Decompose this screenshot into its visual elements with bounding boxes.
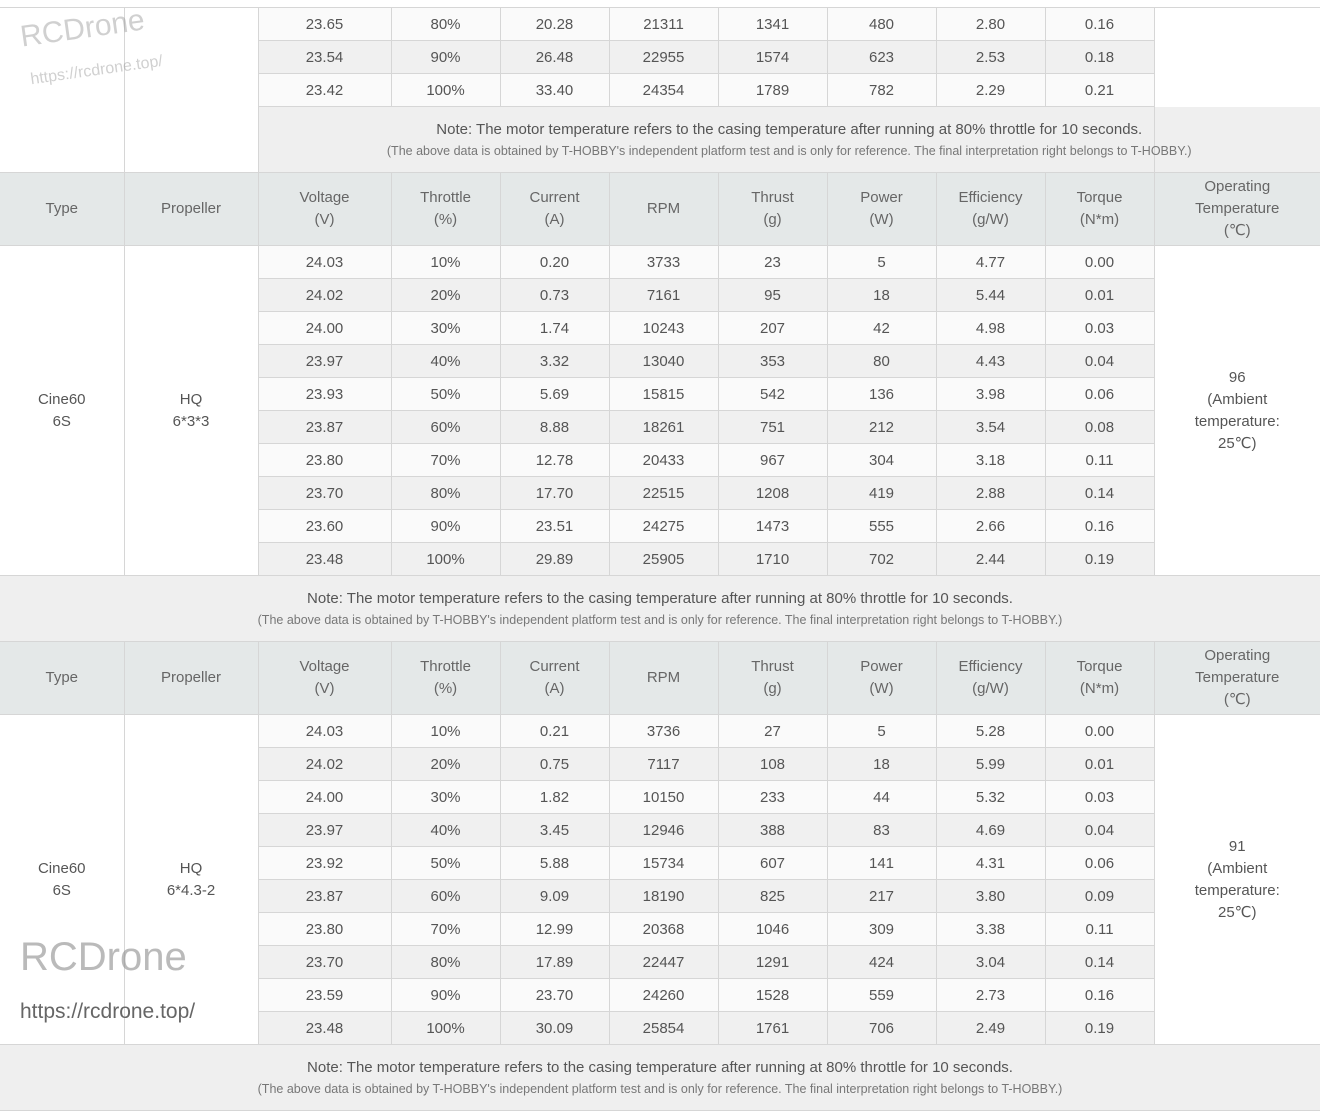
column-header: Current (A) xyxy=(500,642,609,715)
cell-efficiency: 2.49 xyxy=(936,1012,1045,1045)
cell-blank xyxy=(124,8,258,173)
cell-power: 702 xyxy=(827,543,936,576)
cell-voltage: 23.87 xyxy=(258,411,391,444)
cell-throttle: 30% xyxy=(391,781,500,814)
cell-voltage: 23.93 xyxy=(258,378,391,411)
note-disclaimer: (The above data is obtained by T-HOBBY's independent platform test and is only for reference. The final interpretation right belongs to T-HOBBY.) xyxy=(0,1079,1320,1099)
cell-power: 136 xyxy=(827,378,936,411)
cell-current: 23.51 xyxy=(500,510,609,543)
cell-rpm: 25905 xyxy=(609,543,718,576)
cell-rpm: 24275 xyxy=(609,510,718,543)
column-header: Power (W) xyxy=(827,642,936,715)
cell-voltage: 23.80 xyxy=(258,444,391,477)
table-header-row xyxy=(0,173,1320,246)
cell-torque: 0.21 xyxy=(1045,74,1154,107)
cell-throttle: 100% xyxy=(391,74,500,107)
cell-power: 42 xyxy=(827,312,936,345)
cell-efficiency: 4.69 xyxy=(936,814,1045,847)
cell-throttle: 10% xyxy=(391,715,500,748)
cell-throttle: 40% xyxy=(391,345,500,378)
cell-thrust: 825 xyxy=(718,880,827,913)
cell-voltage: 23.60 xyxy=(258,510,391,543)
cell-thrust: 108 xyxy=(718,748,827,781)
cell-rpm: 10150 xyxy=(609,781,718,814)
cell-rpm: 25854 xyxy=(609,1012,718,1045)
column-header: Type xyxy=(0,173,124,246)
cell-efficiency: 3.80 xyxy=(936,880,1045,913)
cell-thrust: 233 xyxy=(718,781,827,814)
cell-throttle: 50% xyxy=(391,847,500,880)
cell-temperature: 96 (Ambient temperature: 25℃) xyxy=(1154,246,1320,576)
cell-efficiency: 2.73 xyxy=(936,979,1045,1012)
cell-thrust: 23 xyxy=(718,246,827,279)
table-row xyxy=(0,246,1320,279)
cell-efficiency: 5.28 xyxy=(936,715,1045,748)
cell-voltage: 23.97 xyxy=(258,345,391,378)
note-row xyxy=(0,576,1320,642)
cell-torque: 0.01 xyxy=(1045,279,1154,312)
cell-current: 29.89 xyxy=(500,543,609,576)
table-header-row xyxy=(0,642,1320,715)
note-text: Note: The motor temperature refers to the casing temperature after running at 80% throttle for 10 seconds. xyxy=(0,588,1320,610)
cell-rpm: 18190 xyxy=(609,880,718,913)
cell-torque: 0.14 xyxy=(1045,477,1154,510)
cell-rpm: 3733 xyxy=(609,246,718,279)
cell-efficiency: 2.44 xyxy=(936,543,1045,576)
cell-torque: 0.11 xyxy=(1045,913,1154,946)
cell-current: 20.28 xyxy=(500,8,609,41)
note-text: Note: The motor temperature refers to the casing temperature after running at 80% throttle for 10 seconds. xyxy=(0,1057,1320,1079)
column-header: Type xyxy=(0,642,124,715)
cell-voltage: 23.48 xyxy=(258,543,391,576)
cell-voltage: 23.92 xyxy=(258,847,391,880)
cell-power: 83 xyxy=(827,814,936,847)
cell-thrust: 542 xyxy=(718,378,827,411)
cell-thrust: 388 xyxy=(718,814,827,847)
cell-current: 17.70 xyxy=(500,477,609,510)
cell-throttle: 30% xyxy=(391,312,500,345)
cell-power: 480 xyxy=(827,8,936,41)
column-header: Propeller xyxy=(124,642,258,715)
cell-torque: 0.06 xyxy=(1045,847,1154,880)
cell-efficiency: 4.31 xyxy=(936,847,1045,880)
cell-thrust: 1574 xyxy=(718,41,827,74)
cell-voltage: 23.48 xyxy=(258,1012,391,1045)
cell-rpm: 10243 xyxy=(609,312,718,345)
cell-throttle: 60% xyxy=(391,880,500,913)
cell-rpm: 7161 xyxy=(609,279,718,312)
cell-current: 0.21 xyxy=(500,715,609,748)
cell-current: 12.78 xyxy=(500,444,609,477)
cell-torque: 0.03 xyxy=(1045,781,1154,814)
cell-current: 9.09 xyxy=(500,880,609,913)
cell-rpm: 24260 xyxy=(609,979,718,1012)
motor-test-table xyxy=(0,7,1320,1111)
column-header: Efficiency (g/W) xyxy=(936,173,1045,246)
cell-power: 309 xyxy=(827,913,936,946)
cell-torque: 0.16 xyxy=(1045,8,1154,41)
cell-efficiency: 2.29 xyxy=(936,74,1045,107)
cell-current: 3.45 xyxy=(500,814,609,847)
column-header: Voltage (V) xyxy=(258,642,391,715)
cell-power: 559 xyxy=(827,979,936,1012)
cell-torque: 0.19 xyxy=(1045,543,1154,576)
cell-torque: 0.11 xyxy=(1045,444,1154,477)
cell-efficiency: 3.18 xyxy=(936,444,1045,477)
cell-voltage: 24.00 xyxy=(258,781,391,814)
column-header: Voltage (V) xyxy=(258,173,391,246)
cell-throttle: 40% xyxy=(391,814,500,847)
cell-propeller: HQ 6*4.3-2 xyxy=(124,715,258,1045)
cell-torque: 0.09 xyxy=(1045,880,1154,913)
cell-thrust: 207 xyxy=(718,312,827,345)
cell-current: 33.40 xyxy=(500,74,609,107)
cell-rpm: 21311 xyxy=(609,8,718,41)
cell-thrust: 1291 xyxy=(718,946,827,979)
cell-rpm: 20368 xyxy=(609,913,718,946)
cell-efficiency: 3.04 xyxy=(936,946,1045,979)
cell-efficiency: 3.38 xyxy=(936,913,1045,946)
cell-throttle: 80% xyxy=(391,477,500,510)
cell-torque: 0.18 xyxy=(1045,41,1154,74)
column-header: Torque (N*m) xyxy=(1045,173,1154,246)
cell-thrust: 1473 xyxy=(718,510,827,543)
cell-rpm: 24354 xyxy=(609,74,718,107)
cell-thrust: 353 xyxy=(718,345,827,378)
cell-efficiency: 4.98 xyxy=(936,312,1045,345)
cell-throttle: 100% xyxy=(391,543,500,576)
cell-current: 0.73 xyxy=(500,279,609,312)
cell-efficiency: 3.54 xyxy=(936,411,1045,444)
cell-voltage: 23.97 xyxy=(258,814,391,847)
cell-voltage: 23.59 xyxy=(258,979,391,1012)
cell-current: 12.99 xyxy=(500,913,609,946)
cell-rpm: 22955 xyxy=(609,41,718,74)
cell-throttle: 70% xyxy=(391,913,500,946)
column-header: RPM xyxy=(609,173,718,246)
cell-efficiency: 5.32 xyxy=(936,781,1045,814)
cell-power: 419 xyxy=(827,477,936,510)
cell-throttle: 80% xyxy=(391,946,500,979)
cell-torque: 0.00 xyxy=(1045,246,1154,279)
cell-thrust: 1789 xyxy=(718,74,827,107)
cell-power: 623 xyxy=(827,41,936,74)
cell-power: 80 xyxy=(827,345,936,378)
cell-voltage: 23.42 xyxy=(258,74,391,107)
cell-efficiency: 5.99 xyxy=(936,748,1045,781)
cell-efficiency: 4.77 xyxy=(936,246,1045,279)
cell-thrust: 1341 xyxy=(718,8,827,41)
cell-voltage: 24.02 xyxy=(258,748,391,781)
watermark-url: https://rcdrone.top/ xyxy=(20,1000,195,1024)
cell-voltage: 23.87 xyxy=(258,880,391,913)
cell-torque: 0.03 xyxy=(1045,312,1154,345)
cell-efficiency: 2.53 xyxy=(936,41,1045,74)
cell-thrust: 751 xyxy=(718,411,827,444)
cell-current: 30.09 xyxy=(500,1012,609,1045)
cell-power: 18 xyxy=(827,748,936,781)
cell-throttle: 80% xyxy=(391,8,500,41)
cell-power: 424 xyxy=(827,946,936,979)
column-header: Thrust (g) xyxy=(718,642,827,715)
cell-current: 1.74 xyxy=(500,312,609,345)
cell-thrust: 1710 xyxy=(718,543,827,576)
cell-voltage: 23.70 xyxy=(258,477,391,510)
cell-torque: 0.16 xyxy=(1045,979,1154,1012)
cell-efficiency: 2.80 xyxy=(936,8,1045,41)
cell-torque: 0.04 xyxy=(1045,814,1154,847)
cell-voltage: 24.03 xyxy=(258,246,391,279)
cell-voltage: 23.80 xyxy=(258,913,391,946)
cell-thrust: 607 xyxy=(718,847,827,880)
cell-rpm: 22515 xyxy=(609,477,718,510)
cell-efficiency: 5.44 xyxy=(936,279,1045,312)
table-row xyxy=(0,715,1320,748)
cell-torque: 0.19 xyxy=(1045,1012,1154,1045)
cell-power: 5 xyxy=(827,715,936,748)
note-row xyxy=(0,1045,1320,1111)
cell-thrust: 27 xyxy=(718,715,827,748)
cell-power: 18 xyxy=(827,279,936,312)
cell-efficiency: 4.43 xyxy=(936,345,1045,378)
column-header: Power (W) xyxy=(827,173,936,246)
cell-type: Cine60 6S xyxy=(0,246,124,576)
cell-rpm: 3736 xyxy=(609,715,718,748)
cell-thrust: 1761 xyxy=(718,1012,827,1045)
cell-voltage: 24.00 xyxy=(258,312,391,345)
watermark-brand: RCDrone xyxy=(18,3,147,54)
table-row xyxy=(0,8,1320,41)
cell-efficiency: 3.98 xyxy=(936,378,1045,411)
cell-throttle: 20% xyxy=(391,279,500,312)
column-header: Efficiency (g/W) xyxy=(936,642,1045,715)
column-header: Propeller xyxy=(124,173,258,246)
cell-current: 8.88 xyxy=(500,411,609,444)
cell-current: 3.32 xyxy=(500,345,609,378)
cell-rpm: 7117 xyxy=(609,748,718,781)
cell-temperature: 91 (Ambient temperature: 25℃) xyxy=(1154,715,1320,1045)
note-text: Note: The motor temperature refers to the casing temperature after running at 80% throttle for 10 seconds. xyxy=(259,119,1320,141)
cell-throttle: 70% xyxy=(391,444,500,477)
cell-thrust: 967 xyxy=(718,444,827,477)
cell-thrust: 1046 xyxy=(718,913,827,946)
cell-torque: 0.14 xyxy=(1045,946,1154,979)
cell-torque: 0.01 xyxy=(1045,748,1154,781)
cell-torque: 0.16 xyxy=(1045,510,1154,543)
cell-propeller: HQ 6*3*3 xyxy=(124,246,258,576)
cell-power: 212 xyxy=(827,411,936,444)
cell-torque: 0.06 xyxy=(1045,378,1154,411)
cell-torque: 0.08 xyxy=(1045,411,1154,444)
column-header: Current (A) xyxy=(500,173,609,246)
cell-throttle: 50% xyxy=(391,378,500,411)
cell-current: 0.20 xyxy=(500,246,609,279)
cell-throttle: 90% xyxy=(391,41,500,74)
cell-torque: 0.04 xyxy=(1045,345,1154,378)
cell-current: 5.88 xyxy=(500,847,609,880)
cell-throttle: 100% xyxy=(391,1012,500,1045)
cell-rpm: 12946 xyxy=(609,814,718,847)
cell-thrust: 95 xyxy=(718,279,827,312)
watermark-url: https://rcdrone.top/ xyxy=(29,53,164,89)
cell-current: 26.48 xyxy=(500,41,609,74)
cell-throttle: 90% xyxy=(391,510,500,543)
note-disclaimer: (The above data is obtained by T-HOBBY's independent platform test and is only for reference. The final interpretation right belongs to T-HOBBY.) xyxy=(259,141,1320,161)
cell-power: 44 xyxy=(827,781,936,814)
cell-current: 23.70 xyxy=(500,979,609,1012)
cell-efficiency: 2.66 xyxy=(936,510,1045,543)
column-header: Operating Temperature (℃) xyxy=(1154,642,1320,715)
cell-voltage: 23.54 xyxy=(258,41,391,74)
cell-power: 706 xyxy=(827,1012,936,1045)
cell-blank xyxy=(0,8,124,173)
cell-rpm: 22447 xyxy=(609,946,718,979)
cell-current: 5.69 xyxy=(500,378,609,411)
cell-thrust: 1208 xyxy=(718,477,827,510)
cell-rpm: 13040 xyxy=(609,345,718,378)
cell-current: 0.75 xyxy=(500,748,609,781)
cell-thrust: 1528 xyxy=(718,979,827,1012)
cell-rpm: 18261 xyxy=(609,411,718,444)
cell-power: 217 xyxy=(827,880,936,913)
watermark-brand: RCDrone xyxy=(20,935,187,980)
cell-rpm: 20433 xyxy=(609,444,718,477)
note-disclaimer: (The above data is obtained by T-HOBBY's independent platform test and is only for reference. The final interpretation right belongs to T-HOBBY.) xyxy=(0,610,1320,630)
cell-power: 782 xyxy=(827,74,936,107)
column-header: Thrust (g) xyxy=(718,173,827,246)
cell-voltage: 23.70 xyxy=(258,946,391,979)
cell-power: 141 xyxy=(827,847,936,880)
column-header: Operating Temperature (℃) xyxy=(1154,173,1320,246)
column-header: Torque (N*m) xyxy=(1045,642,1154,715)
cell-voltage: 23.65 xyxy=(258,8,391,41)
cell-efficiency: 2.88 xyxy=(936,477,1045,510)
cell-type: Cine60 6S xyxy=(0,715,124,1045)
cell-power: 5 xyxy=(827,246,936,279)
cell-current: 1.82 xyxy=(500,781,609,814)
cell-voltage: 24.03 xyxy=(258,715,391,748)
cell-rpm: 15734 xyxy=(609,847,718,880)
cell-throttle: 90% xyxy=(391,979,500,1012)
cell-power: 304 xyxy=(827,444,936,477)
column-header: RPM xyxy=(609,642,718,715)
cell-power: 555 xyxy=(827,510,936,543)
cell-throttle: 20% xyxy=(391,748,500,781)
cell-rpm: 15815 xyxy=(609,378,718,411)
cell-throttle: 60% xyxy=(391,411,500,444)
cell-torque: 0.00 xyxy=(1045,715,1154,748)
cell-current: 17.89 xyxy=(500,946,609,979)
cell-voltage: 24.02 xyxy=(258,279,391,312)
column-header: Throttle (%) xyxy=(391,173,500,246)
column-header: Throttle (%) xyxy=(391,642,500,715)
cell-throttle: 10% xyxy=(391,246,500,279)
